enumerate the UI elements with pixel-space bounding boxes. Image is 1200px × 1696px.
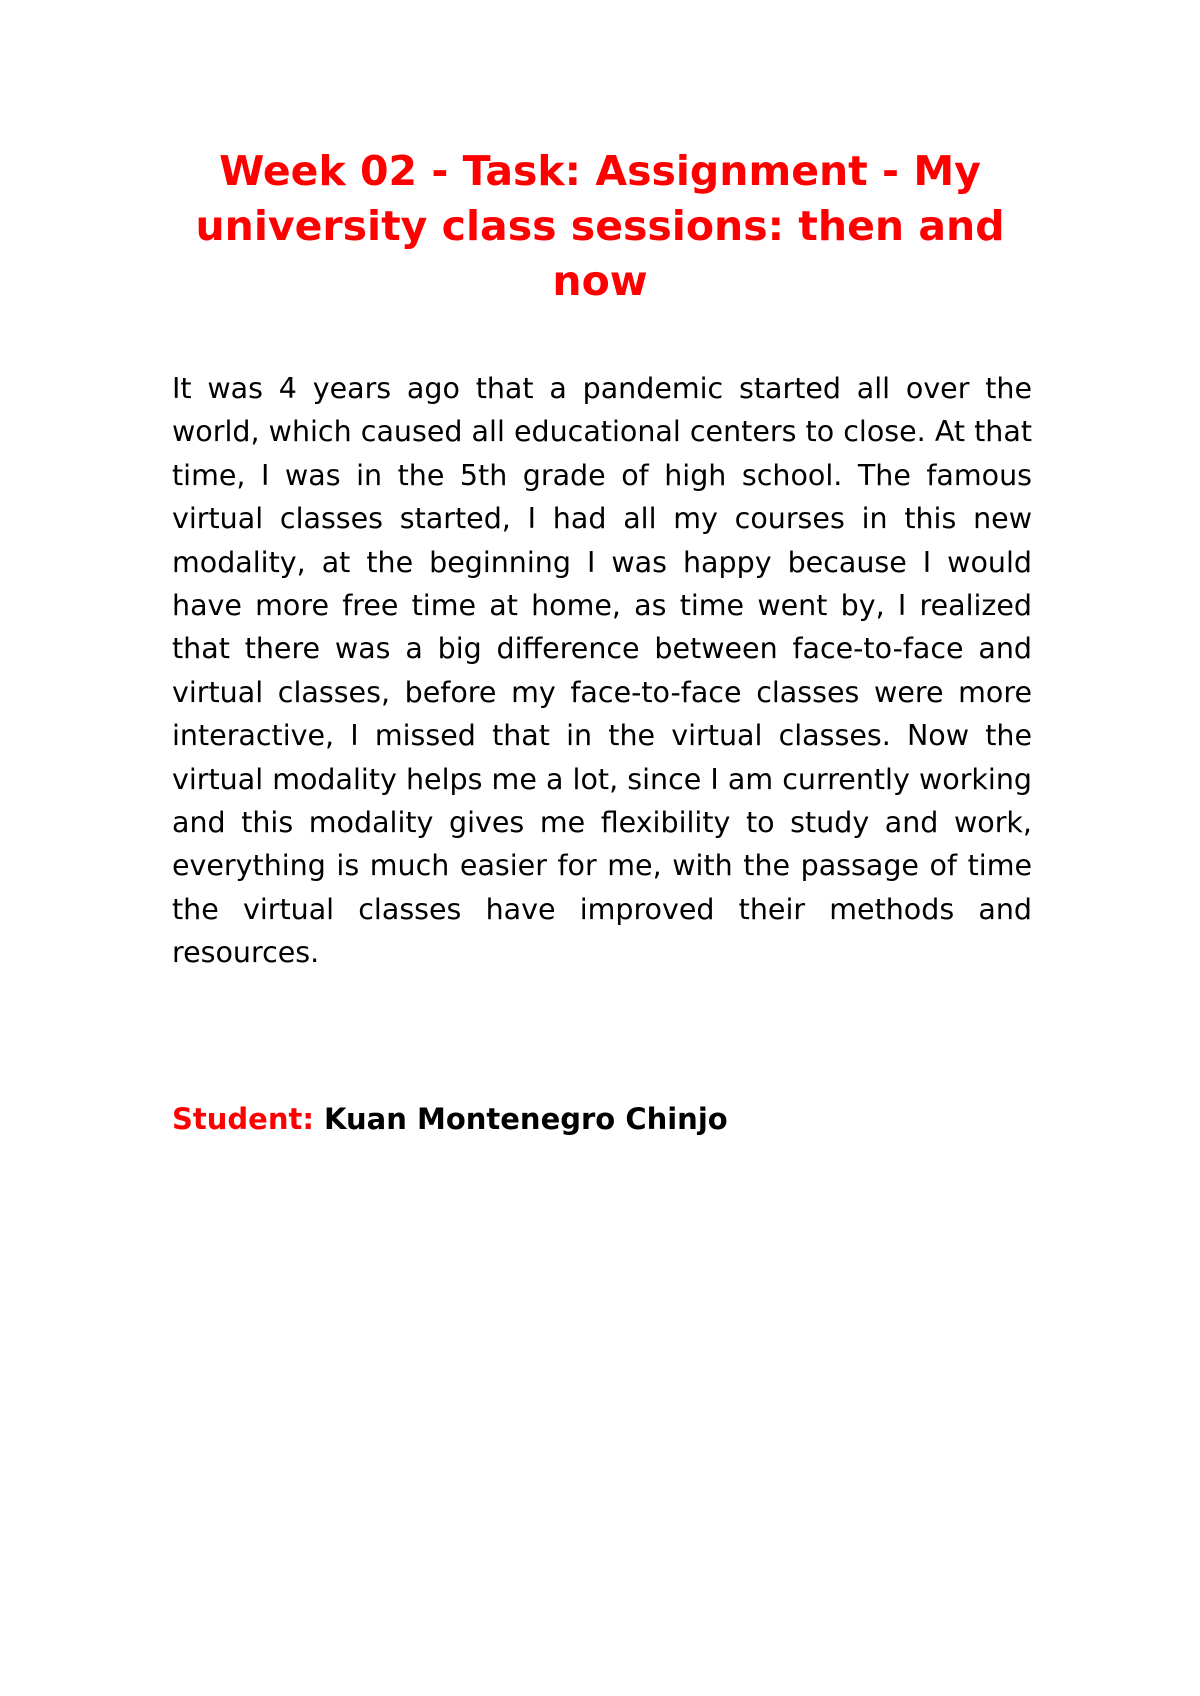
document-title: Week 02 - Task: Assignment - My university class sessions: then and now (195, 147, 1005, 305)
student-line (172, 1098, 1032, 1141)
body-paragraph: It was 4 years ago that a pandemic started all over the world, which caused all educational centers to close. At that time, I was in the 5th grade of high school. The famous virtual classes started, I had all my courses in this new modality, at the beginning I was happy because I would have more free time at home, as time went by, I realized that there was a big difference between face-to-face and virtual classes, before my face-to-face classes were more interactive, I missed that in the virtual classes. Now the virtual modality helps me a lot, since I am currently working and this modality gives me flexibility to study and work, everything is much easier for me, with the passage of time the virtual classes have improved their methods and resources. (172, 372, 1032, 970)
student-label: Student: (172, 1102, 314, 1136)
student-name: Kuan Montenegro Chinjo (324, 1102, 728, 1136)
